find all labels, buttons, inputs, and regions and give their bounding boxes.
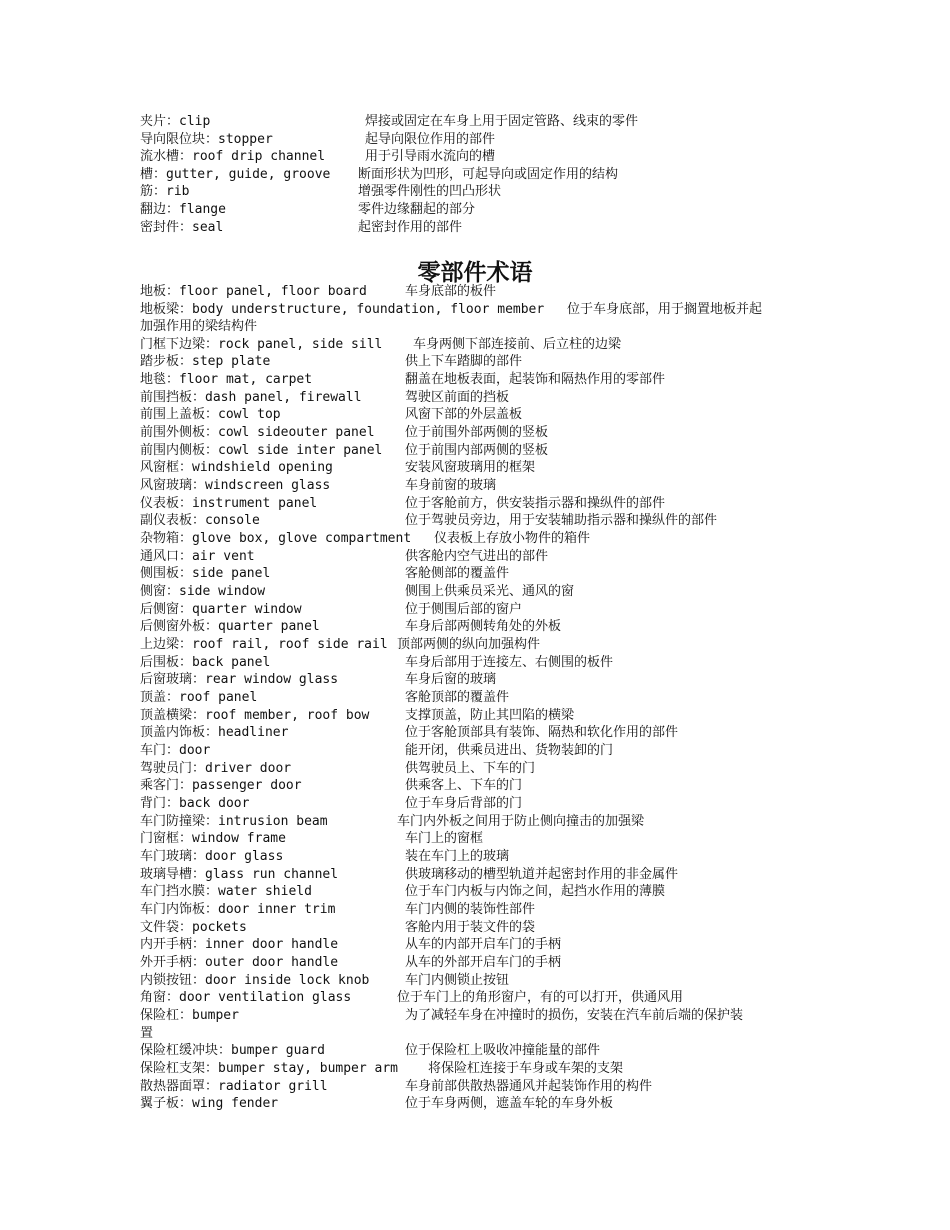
- term-description: 翻盖在地板表面，起装饰和隔热作用的零部件: [405, 372, 666, 387]
- term-description: 车身前窗的玻璃: [405, 478, 497, 493]
- term-label: 风窗框：windshield opening: [140, 460, 333, 475]
- term-row: [140, 113, 820, 131]
- term-label: 前围内侧板：cowl side inter panel: [140, 443, 383, 458]
- term-description: 车身后窗的玻璃: [405, 672, 497, 687]
- term-row: [140, 583, 820, 601]
- term-description: 车门内外板之间用于防止侧向撞击的加强梁: [397, 814, 645, 829]
- term-label: 通风口：air vent: [140, 549, 255, 564]
- term-description: 位于侧围后部的窗户: [405, 602, 523, 617]
- term-description: 安装风窗玻璃用的框架: [405, 460, 536, 475]
- term-description: 位于车身底部，用于搁置地板并起: [567, 302, 763, 317]
- term-label: 门框下边梁：rock panel, side sill: [140, 337, 383, 352]
- term-description: 侧围上供乘员采光、通风的窗: [405, 584, 575, 599]
- term-label: 车门玻璃：door glass: [140, 849, 284, 864]
- term-description: 驾驶区前面的挡板: [405, 390, 510, 405]
- term-description: 客舱内用于装文件的袋: [405, 920, 536, 935]
- term-row: [140, 1007, 820, 1025]
- term-row: [140, 654, 820, 672]
- term-description: 顶部两侧的纵向加强构件: [397, 637, 541, 652]
- term-label: 前围挡板：dash panel, firewall: [140, 390, 362, 405]
- term-label: 外开手柄：outer door handle: [140, 955, 339, 970]
- term-label: 踏步板：step plate: [140, 354, 271, 369]
- term-label: 内开手柄：inner door handle: [140, 937, 339, 952]
- term-row: [140, 548, 820, 566]
- term-description: 车身两侧下部连接前、后立柱的边梁: [413, 337, 622, 352]
- term-label: 驾驶员门：driver door: [140, 761, 292, 776]
- term-label: 后侧窗外板：quarter panel: [140, 619, 320, 634]
- term-row: [140, 530, 820, 548]
- term-description: 焊接或固定在车身上用于固定管路、线束的零件: [365, 114, 639, 129]
- term-row: [140, 1060, 820, 1078]
- term-row: [140, 954, 820, 972]
- term-description: 位于客舱顶部具有装饰、隔热和软化作用的部件: [405, 725, 679, 740]
- term-label: 风窗玻璃：windscreen glass: [140, 478, 331, 493]
- term-description: 供乘客上、下车的门: [405, 778, 523, 793]
- term-description: 风窗下部的外层盖板: [405, 407, 523, 422]
- term-description-continued: 加强作用的梁结构件: [140, 319, 258, 334]
- term-description: 仪表板上存放小物件的箱件: [434, 531, 591, 546]
- term-row: [140, 848, 820, 866]
- term-description: 装在车门上的玻璃: [405, 849, 510, 864]
- term-label: 顶盖：roof panel: [140, 690, 258, 705]
- term-row: [140, 389, 820, 407]
- term-label: 车门：door: [140, 743, 211, 758]
- term-description: 位于客舱前方，供安装指示器和操纵件的部件: [405, 496, 666, 511]
- term-label: 散热器面罩：radiator grill: [140, 1079, 328, 1094]
- term-description: 位于车门内板与内饰之间，起挡水作用的薄膜: [405, 884, 666, 899]
- term-label: 角窗：door ventilation glass: [140, 990, 352, 1005]
- term-label: 车门挡水膜：water shield: [140, 884, 312, 899]
- term-description: 位于车身两侧，遮盖车轮的车身外板: [405, 1096, 614, 1111]
- term-description: 位于驾驶员旁边，用于安装辅助指示器和操纵件的部件: [405, 513, 718, 528]
- term-description: 零件边缘翻起的部分: [358, 202, 476, 217]
- term-row: [140, 406, 820, 424]
- term-description: 车身底部的板件: [405, 284, 497, 299]
- term-row: [140, 866, 820, 884]
- term-row: [140, 495, 820, 513]
- term-row: [140, 972, 820, 990]
- term-row: [140, 901, 820, 919]
- term-label: 上边梁：roof rail, roof side rail: [140, 637, 388, 652]
- term-description: 位于前围内部两侧的竖板: [405, 443, 549, 458]
- term-label: 背门：back door: [140, 796, 250, 811]
- term-label: 地板：floor panel, floor board: [140, 284, 367, 299]
- term-label: 后窗玻璃：rear window glass: [140, 672, 339, 687]
- term-label: 副仪表板：console: [140, 513, 260, 528]
- term-label: 导向限位块：stopper: [140, 132, 273, 147]
- term-row: [140, 830, 820, 848]
- term-row: [140, 1042, 820, 1060]
- term-row: [140, 201, 820, 219]
- term-row: [140, 219, 820, 237]
- term-label: 地毯：floor mat, carpet: [140, 372, 313, 387]
- term-row: [140, 724, 820, 742]
- term-description: 从车的内部开启车门的手柄: [405, 937, 562, 952]
- term-row: [140, 512, 820, 530]
- term-description-continued: 置: [140, 1026, 154, 1041]
- term-label: 仪表板：instrument panel: [140, 496, 318, 511]
- term-description: 供驾驶员上、下车的门: [405, 761, 536, 776]
- term-label: 玻璃导槽：glass run channel: [140, 867, 339, 882]
- term-description: 将保险杠连接于车身或车架的支架: [428, 1061, 624, 1076]
- term-description: 车身后部两侧转角处的外板: [405, 619, 562, 634]
- term-row: [140, 919, 820, 937]
- term-label: 前围外侧板：cowl sideouter panel: [140, 425, 375, 440]
- term-description: 位于前围外部两侧的竖板: [405, 425, 549, 440]
- term-label: 文件袋：pockets: [140, 920, 247, 935]
- term-row: [140, 283, 820, 301]
- term-row: [140, 459, 820, 477]
- term-row: [140, 166, 820, 184]
- term-label: 顶盖内饰板：headliner: [140, 725, 289, 740]
- term-row: [140, 777, 820, 795]
- term-label: 保险杠支架：bumper stay, bumper arm: [140, 1061, 399, 1076]
- term-row: [140, 371, 820, 389]
- term-row: [140, 601, 820, 619]
- term-row: [140, 1078, 820, 1096]
- term-label: 筋：rib: [140, 184, 190, 199]
- term-label: 槽：gutter, guide, groove: [140, 167, 331, 182]
- term-label: 密封件：seal: [140, 220, 224, 235]
- term-label: 保险杠：bumper: [140, 1008, 239, 1023]
- term-label: 后围板：back panel: [140, 655, 271, 670]
- term-row: [140, 671, 820, 689]
- term-label: 保险杠缓冲块：bumper guard: [140, 1043, 325, 1058]
- term-description: 车门内侧锁止按钮: [405, 973, 510, 988]
- term-description: 位于车身后背部的门: [405, 796, 523, 811]
- term-row: [140, 742, 820, 760]
- term-description: 车身前部供散热器通风并起装饰作用的构件: [405, 1079, 653, 1094]
- term-row: [140, 1095, 820, 1113]
- term-description: 能开闭，供乘员进出、货物装卸的门: [405, 743, 614, 758]
- term-row: [140, 442, 820, 460]
- term-row: [140, 424, 820, 442]
- term-label: 顶盖横梁：roof member, roof bow: [140, 708, 370, 723]
- term-label: 夹片：clip: [140, 114, 211, 129]
- term-label: 前围上盖板：cowl top: [140, 407, 281, 422]
- term-label: 翼子板：wing fender: [140, 1096, 279, 1111]
- term-description: 增强零件刚性的凹凸形状: [358, 184, 502, 199]
- term-row: [140, 636, 820, 654]
- term-row: [140, 707, 820, 725]
- term-description: 为了减轻车身在冲撞时的损伤，安装在汽车前后端的保护装: [405, 1008, 744, 1023]
- term-label: 后侧窗：quarter window: [140, 602, 302, 617]
- term-description: 位于保险杠上吸收冲撞能量的部件: [405, 1043, 601, 1058]
- term-row: [140, 989, 820, 1007]
- term-description: 断面形状为凹形，可起导向或固定作用的结构: [358, 167, 619, 182]
- term-label: 乘客门：passenger door: [140, 778, 302, 793]
- term-label: 车门内饰板：door inner trim: [140, 902, 336, 917]
- term-label: 翻边：flange: [140, 202, 226, 217]
- term-label: 侧窗：side window: [140, 584, 266, 599]
- term-row: [140, 336, 820, 354]
- term-description: 车门上的窗框: [405, 831, 484, 846]
- term-description: 起密封作用的部件: [358, 220, 463, 235]
- term-row: [140, 936, 820, 954]
- term-description: 客舱侧部的覆盖件: [405, 566, 510, 581]
- term-label: 侧围板：side panel: [140, 566, 271, 581]
- term-row: [140, 760, 820, 778]
- term-description: 供玻璃移动的槽型轨道并起密封作用的非金属件: [405, 867, 679, 882]
- term-label: 流水槽：roof drip channel: [140, 149, 326, 164]
- term-description: 从车的外部开启车门的手柄: [405, 955, 562, 970]
- term-label: 杂物箱：glove box, glove compartment: [140, 531, 412, 546]
- term-description: 支撑顶盖，防止其凹陷的横梁: [405, 708, 575, 723]
- term-description: 供上下车踏脚的部件: [405, 354, 523, 369]
- term-row: [140, 618, 820, 636]
- term-row: [140, 883, 820, 901]
- term-label: 车门防撞梁：intrusion beam: [140, 814, 328, 829]
- term-row: [140, 689, 820, 707]
- term-description: 起导向限位作用的部件: [365, 132, 496, 147]
- term-description: 车身后部用于连接左、右侧围的板件: [405, 655, 614, 670]
- term-label: 门窗框：window frame: [140, 831, 286, 846]
- term-row: [140, 131, 820, 149]
- term-row: [140, 301, 820, 319]
- term-row: [140, 477, 820, 495]
- term-row: [140, 813, 820, 831]
- term-label: 地板梁：body understructure, foundation, floor member: [140, 302, 545, 317]
- term-description: 位于车门上的角形窗户，有的可以打开，供通风用: [397, 990, 684, 1005]
- term-row: [140, 795, 820, 813]
- term-description: 供客舱内空气进出的部件: [405, 549, 549, 564]
- term-row: [140, 148, 820, 166]
- section-title: 零部件术语: [417, 259, 533, 286]
- term-description: 用于引导雨水流向的槽: [365, 149, 496, 164]
- term-row: [140, 565, 820, 583]
- term-description: 车门内侧的装饰性部件: [405, 902, 536, 917]
- term-row: [140, 183, 820, 201]
- term-description: 客舱顶部的覆盖件: [405, 690, 510, 705]
- term-label: 内锁按钮：door inside lock knob: [140, 973, 370, 988]
- term-row: [140, 353, 820, 371]
